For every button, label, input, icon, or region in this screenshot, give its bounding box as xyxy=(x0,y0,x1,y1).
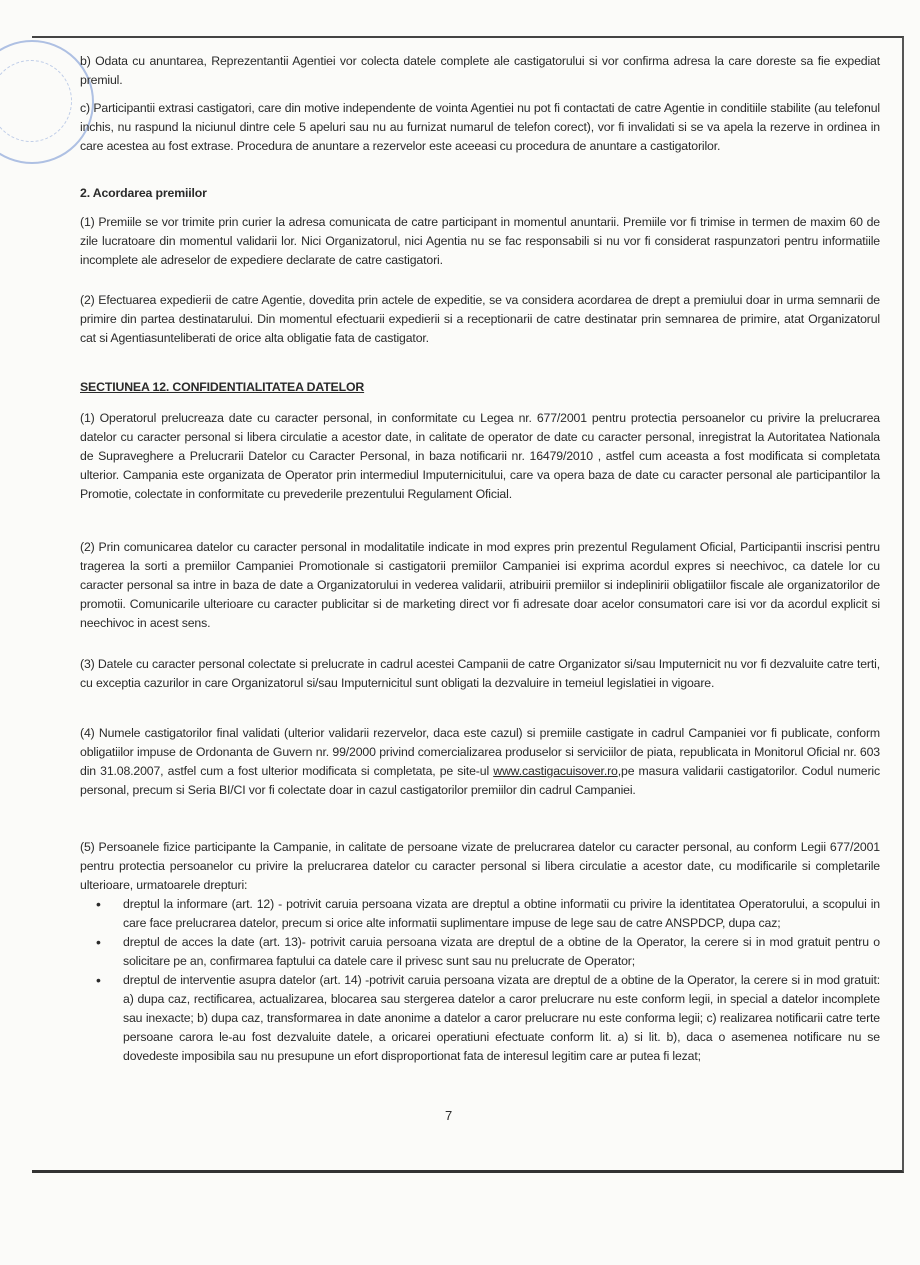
section-2-paragraph-1: (1) Premiile se vor trimite prin curier la adresa comunicata de catre participant in momentul anuntarii. Premiile vor fi trimise in termen de maxim 60 de zile lucratoare din momentul validarii lor. Nici Organizatorul, nici Agentia nu se fac responsabili si nu vor fi considerat raspunzatori pentru informatiile incomplete ale adreselor de expediere declarate de catre castigatori. xyxy=(80,215,880,267)
campaign-website-link[interactable]: www.castigacuisover.ro xyxy=(493,764,618,778)
page-number: 7 xyxy=(445,1108,453,1123)
section-12-paragraph-1: (1) Operatorul prelucreaza date cu caracter personal, in conformitate cu Legea nr. 677/2001 pentru protectia persoanelor cu privire la prelucrarea datelor cu caracter personal si libera circulatie a acestor date, in calitate de operator de date cu caracter personal, inregistrat la Autoritatea Nationala de Supraveghere a Prelucrarii Datelor cu Caracter Personal, in baza notificarii nr. 16479/2010 , astfel cum aceasta a fost modificata si completata ulterior. Campania este organizata de Operator prin intermediul Imputernicitului, care va opera baza de date cu caracter personal ale participantilor la Promotie, colectate in conformitate cu prevederile prezentului Regulament Oficial. xyxy=(80,411,880,501)
list-item: • dreptul de interventie asupra datelor (art. 14) -potrivit caruia persoana vizata are dreptul de a obtine de la Operator, la cerere si in mod gratuit: a) dupa caz, rectificarea, actualizarea, blocarea sau stergerea datelor a caror prelucrare nu este conform legii, in special a datelor incomplete sau inexacte; b) dupa caz, transformarea in date anonime a datelor a caror prelucrare nu este conforma legii; c) realizarea notificarii catre terte persoane carora le-au fost dezvaluite datele, a oricarei operatiuni efectuate conform lit. a) si lit. b), daca o asemenea notificare nu se dovedeste imposibila sau nu presupune un efort disproportionat fata de interesul legitim care ar putea fi lezat; xyxy=(123,971,880,1066)
section-2-heading: 2. Acordarea premiilor xyxy=(80,186,207,200)
section-12-heading: SECTIUNEA 12. CONFIDENTIALITATEA DATELOR xyxy=(80,380,365,394)
paragraph-c: c) Participantii extrasi castigatori, care din motive independente de vointa Agentiei nu pot fi contactati de catre Agentie in conditiile stabilite (au telefonul inchis, nu raspund la niciunul dintre cele 5 apeluri sau nu au furnizat numarul de telefon corect), vor fi invalidati si se va apela la rezerve in ordinea in care acestea au fost extrase. Procedura de anuntare a rezervelor este aceeasi cu procedura de anuntare a castigatorilor. xyxy=(80,101,880,153)
section-12-paragraph-3: (3) Datele cu caracter personal colectate si prelucrate in cadrul acestei Campanii de catre Organizator si/sau Imputernicit nu vor fi dezvaluite catre terti, cu exceptia cazurilor in care Organizatorul si/sau Imputernicitul sunt obligati la dezvaluire in temeiul legislatiei in vigoare. xyxy=(80,657,880,690)
list-item: • dreptul de acces la date (art. 13)- potrivit caruia persoana vizata are dreptul de a obtine de la Operator, la cerere si in mod gratuit pentru o solicitare pe an, confirmarea faptului ca datele care il privesc sunt sau nu prelucrate de Operator; xyxy=(123,933,880,971)
section-2-paragraph-2: (2) Efectuarea expedierii de catre Agentie, dovedita prin actele de expeditie, se va considera acordarea de drept a premiului doar in urma semnarii de primire din partea destinatarului. Din momentul efectuarii expedierii si a receptionarii de catre destinatar prin semnarea de primire, atat Organizatorul cat si Agentiasunteliberati de orice alta obligatie fata de castigator. xyxy=(80,293,880,345)
section-12-paragraph-5: (5) Persoanele fizice participante la Campanie, in calitate de persoane vizate de prelucrarea datelor cu caracter personal, au conform Legii 677/2001 pentru protectia persoanelor cu privire la prelucrarea datelor cu caracter personal si libera circulatie a acestor date, cu modificarile si completarile ulterioare, urmatoarele drepturi: xyxy=(80,840,880,892)
paragraph-b: b) Odata cu anuntarea, Reprezentantii Agentiei vor colecta datele complete ale castigatorului si vor confirma adresa la care doreste sa fie expediat premiul. xyxy=(80,54,880,87)
rights-list xyxy=(80,895,880,1066)
paragraph-4-text: (4) Numele castigatorilor final validati (ulterior validarii rezervelor, daca este cazul) si premiile castigate in cadrul Campaniei vor fi publicate, conform obligatiilor impuse de Ordonanta de Guvern nr. 99/2000 privind comercializarea produselor si serviciilor de piata, republicata in Monitorul Oficial nr. 603 din 31.08.2007, astfel cum a fost ulterior modificata si completata, pe site-ul xyxy=(80,726,880,778)
section-12-paragraph-2: (2) Prin comunicarea datelor cu caracter personal in modalitatile indicate in mod expres prin prezentul Regulament Oficial, Participantii inscrisi pentru tragerea la sorti a premiilor Campaniei Promotionale si castigatorii premiilor Campaniei isi exprima acordul expres si neechivoc, ca datele lor cu caracter personal sa intre in baza de date a Organizatorului in vederea validarii, atribuirii premiilor si indeplinirii obligatiilor fiscale ale organizatorilor de promotii. Comunicarile ulterioare cu caracter publicitar si de marketing direct vor fi adresate doar acelor consumatori care isi vor da acordul explicit si neechivoc in acest sens. xyxy=(80,540,880,630)
list-item: • dreptul la informare (art. 12) - potrivit caruia persoana vizata are dreptul a obtine informatii cu privire la identitatea Operatorului, a scopului in care face prelucrarea datelor, precum si orice alte informatii suplimentare impuse de lege sau de catre ANSPDCP, dupa caz; xyxy=(123,895,880,933)
paragraph-4-text-end: ,pe masura validarii castigatorilor. Codul numeric personal, precum si Seria BI/CI vor fi colectate doar in cazul castigatorilor premiilor din cadrul Campaniei. xyxy=(80,764,880,797)
section-12-paragraph-4 xyxy=(80,724,880,800)
